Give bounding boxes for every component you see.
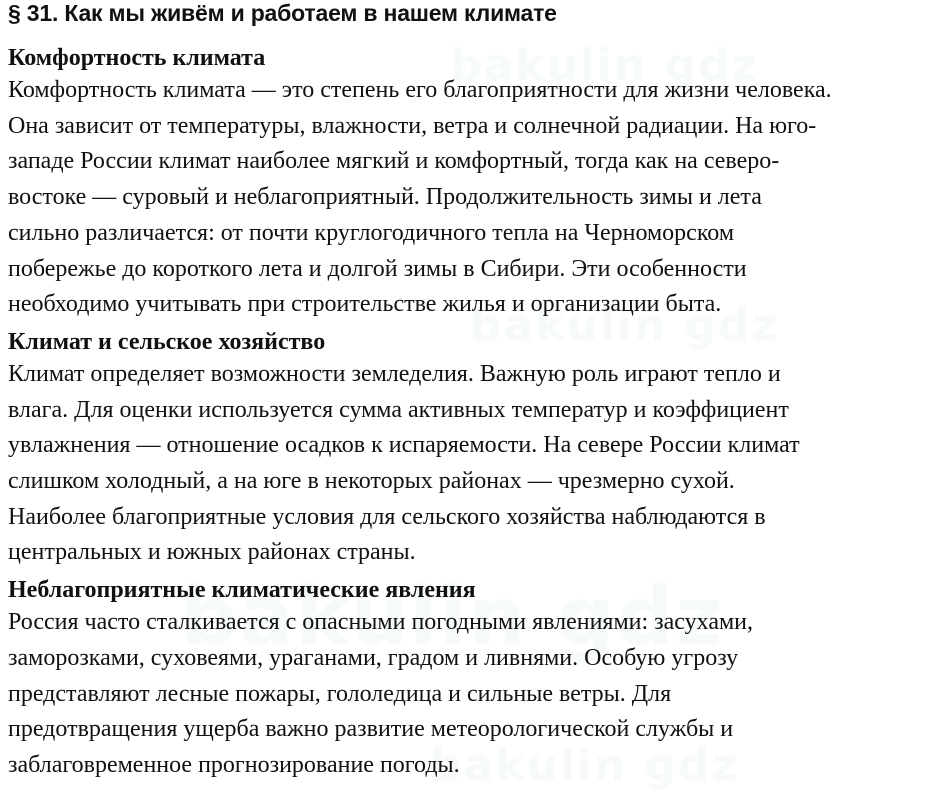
section-climate-agriculture (8, 327, 940, 571)
section-climate-comfort (8, 43, 940, 323)
section-adverse-phenomena (8, 575, 940, 784)
page-title: § 31. Как мы живём и работаем в нашем климате (8, 0, 557, 26)
section-paragraph: Россия часто сталкивается с опасными погодными явлениями: засухами, заморозками, суховеями, ураганами, градом и ливнями. Особую угрозу представляют лесные пожары, гололедица и сильные ветры. Для предотвращения ущерба важно развитие метеорологической службы и заблаговременное прогнозирование погоды. (8, 609, 754, 778)
section-heading: Комфортность климата (8, 45, 266, 71)
section-heading: Климат и сельское хозяйство (8, 328, 326, 355)
section-paragraph: Комфортность климата — это степень его благоприятности для жизни человека. Она зависит от температуры, влажности, ветра и солнечной радиации. На юго- западе России климат наиболее мягкий и комфортный, тогда как на северо- востоке — суровый и неблагоприятный. Продолжительность зимы и лета сильно различается: от почти круглогодичного тепла на Черноморском побережье до короткого лета и долгой зимы в Сибири. Эти особенности необходимо учитывать при строительстве жилья и организации быта. (8, 77, 832, 318)
section-heading: Неблагоприятные климатические явления (8, 577, 476, 604)
section-paragraph: Климат определяет возможности земледелия. Важную роль играют тепло и влага. Для оценки используется сумма активных температур и коэффициент увлажнения — отношение осадков к испаряемости. На севере России климат слишком холодный, а на юге в некоторых районах — чрезмерно сухой. Наиболее благоприятные условия для сельского хозяйства наблюдаются в центральных и южных районах страны. (8, 360, 800, 566)
